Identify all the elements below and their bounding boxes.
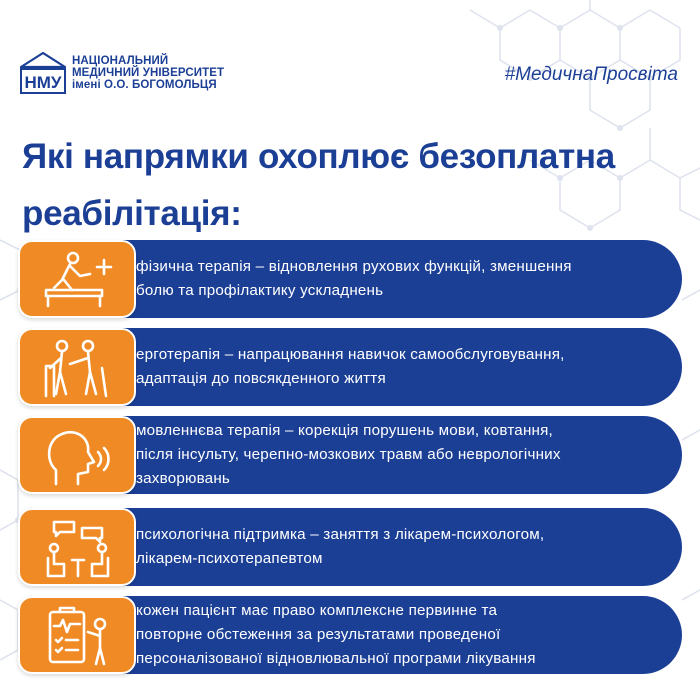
item-line: ерготерапія – напрацювання навичок самообслуговування, <box>136 346 565 363</box>
logo-line-2: МЕДИЧНИЙ УНІВЕРСИТЕТ <box>72 67 225 79</box>
item-text <box>136 596 658 674</box>
item-icon-badge <box>18 416 136 494</box>
item-line: мовленнєва терапія – корекція порушень мови, ковтання, <box>136 422 553 439</box>
item-icon-badge <box>18 508 136 586</box>
physical-therapy-icon <box>40 250 118 312</box>
logo-mark-text: НМУ <box>24 73 62 92</box>
walker-assist-icon <box>40 338 118 400</box>
list-item-occupational-therapy <box>18 328 682 406</box>
item-line: персоналізованої відновлювальної програми лікування <box>136 650 536 667</box>
list-item-comprehensive-examination <box>18 596 682 674</box>
item-text <box>136 328 658 406</box>
title-line-2: реабілітація: <box>22 194 242 233</box>
list-item-psychological-support <box>18 508 682 586</box>
item-text <box>136 508 658 586</box>
logo-line-1: НАЦІОНАЛЬНИЙ <box>72 55 169 67</box>
item-icon-badge <box>18 328 136 406</box>
title-line-1: Які напрямки охоплює безоплатна <box>22 137 615 176</box>
conversation-icon <box>40 518 118 580</box>
list-item-physical-therapy <box>18 240 682 318</box>
speaking-head-icon <box>40 426 118 488</box>
item-line: лікарем-психотерапевтом <box>136 550 323 567</box>
hashtag: #МедичнаПросвіта <box>504 64 678 85</box>
logo-line-3: імені О.О. БОГОМОЛЬЦЯ <box>72 79 217 91</box>
medical-chart-icon <box>40 606 118 668</box>
list-item-speech-therapy <box>18 416 682 494</box>
item-line: адаптація до повсякденного життя <box>136 370 386 387</box>
university-building-logo-icon <box>20 52 66 94</box>
item-icon-badge <box>18 240 136 318</box>
item-line: психологічна підтримка – заняття з лікарем-психологом, <box>136 526 545 543</box>
item-line: повторне обстеження за результатами проведеної <box>136 626 501 643</box>
item-text <box>136 240 658 318</box>
university-logo[interactable] <box>20 52 224 94</box>
item-icon-badge <box>18 596 136 674</box>
page-title <box>22 128 682 242</box>
item-line: фізична терапія – відновлення рухових функцій, зменшення <box>136 258 572 275</box>
item-text <box>136 416 658 494</box>
item-line: після інсульту, черепно-мозкових травм або неврологічних <box>136 446 561 463</box>
item-line: кожен пацієнт має право комплексне первинне та <box>136 602 498 619</box>
item-line: болю та профілактику ускладнень <box>136 282 384 299</box>
university-name <box>72 55 224 91</box>
item-line: захворювань <box>136 470 231 487</box>
